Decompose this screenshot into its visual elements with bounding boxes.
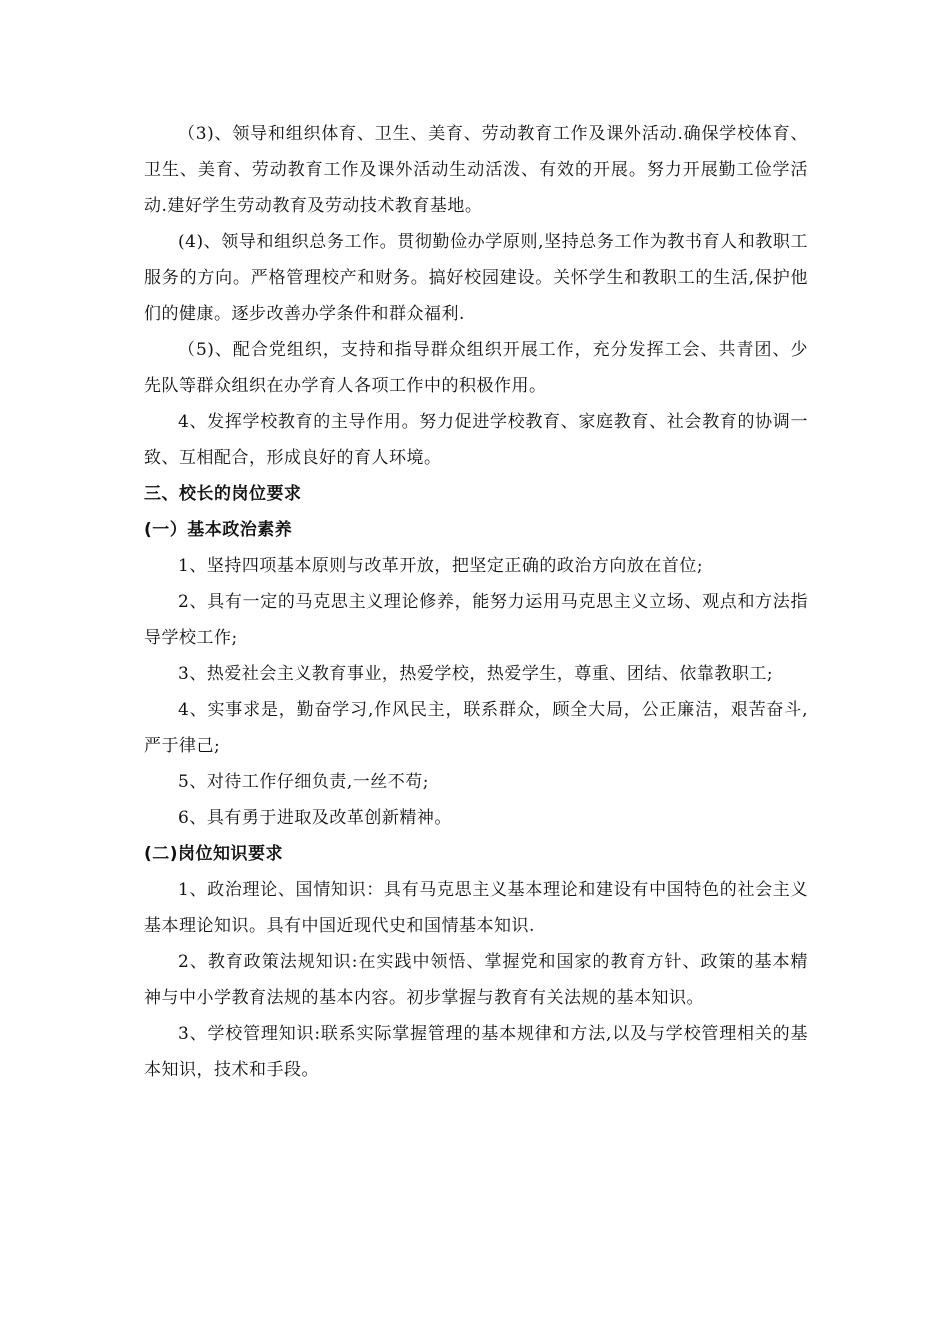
subsection-heading-political: (一）基本政治素养 xyxy=(144,520,293,540)
political-item-3: 3、热爱社会主义教育事业，热爱学校，热爱学生，尊重、团结、依靠教职工; xyxy=(178,664,774,684)
section-heading: 三、校长的岗位要求 xyxy=(144,484,302,504)
political-item-1: 1、坚持四项基本原则与改革开放，把坚定正确的政治方向放在首位; xyxy=(178,556,704,576)
political-item-6: 6、具有勇于进取及改革创新精神。 xyxy=(178,808,452,828)
political-item-5: 5、对待工作仔细负责,一丝不苟; xyxy=(178,772,429,792)
knowledge-item-2: 2、教育政策法规知识:在实践中领悟、掌握党和国家的教育方针、政策的基本精神与中小学教育法规的基本内容。初步掌握与教育有关法规的基本知识。 xyxy=(144,952,808,1008)
knowledge-item-1: 1、政治理论、国情知识：具有马克思主义基本理论和建设有中国特色的社会主义基本理论知识。具有中国近现代史和国情基本知识. xyxy=(144,880,808,936)
paragraph-item-5: （5)、配合党组织，支持和指导群众组织开展工作，充分发挥工会、共青团、少先队等群众组织在办学育人各项工作中的积极作用。 xyxy=(144,340,808,396)
knowledge-item-3: 3、学校管理知识:联系实际掌握管理的基本规律和方法,以及与学校管理相关的基本知识，技术和手段。 xyxy=(144,1024,808,1080)
document-body xyxy=(144,116,808,1088)
political-item-2: 2、具有一定的马克思主义理论修养，能努力运用马克思主义立场、观点和方法指导学校工作; xyxy=(144,592,808,648)
subsection-heading-knowledge: (二)岗位知识要求 xyxy=(144,844,284,864)
paragraph-item-4: (4)、领导和组织总务工作。贯彻勤俭办学原则,坚持总务工作为教书育人和教职工服务的方向。严格管理校产和财务。搞好校园建设。关怀学生和教职工的生活,保护他们的健康。逐步改善办学条件和群众福利. xyxy=(144,232,808,324)
paragraph-item-3: （3)、领导和组织体育、卫生、美育、劳动教育工作及课外活动.确保学校体育、卫生、美育、劳动教育工作及课外活动生动活泼、有效的开展。努力开展勤工俭学活动.建好学生劳动教育及劳动技术教育基地。 xyxy=(144,124,808,216)
political-item-4: 4、实事求是，勤奋学习,作风民主，联系群众，顾全大局，公正廉洁，艰苦奋斗,严于律己; xyxy=(144,700,808,756)
paragraph-point-4: 4、发挥学校教育的主导作用。努力促进学校教育、家庭教育、社会教育的协调一致、互相配合，形成良好的育人环境。 xyxy=(144,412,808,468)
